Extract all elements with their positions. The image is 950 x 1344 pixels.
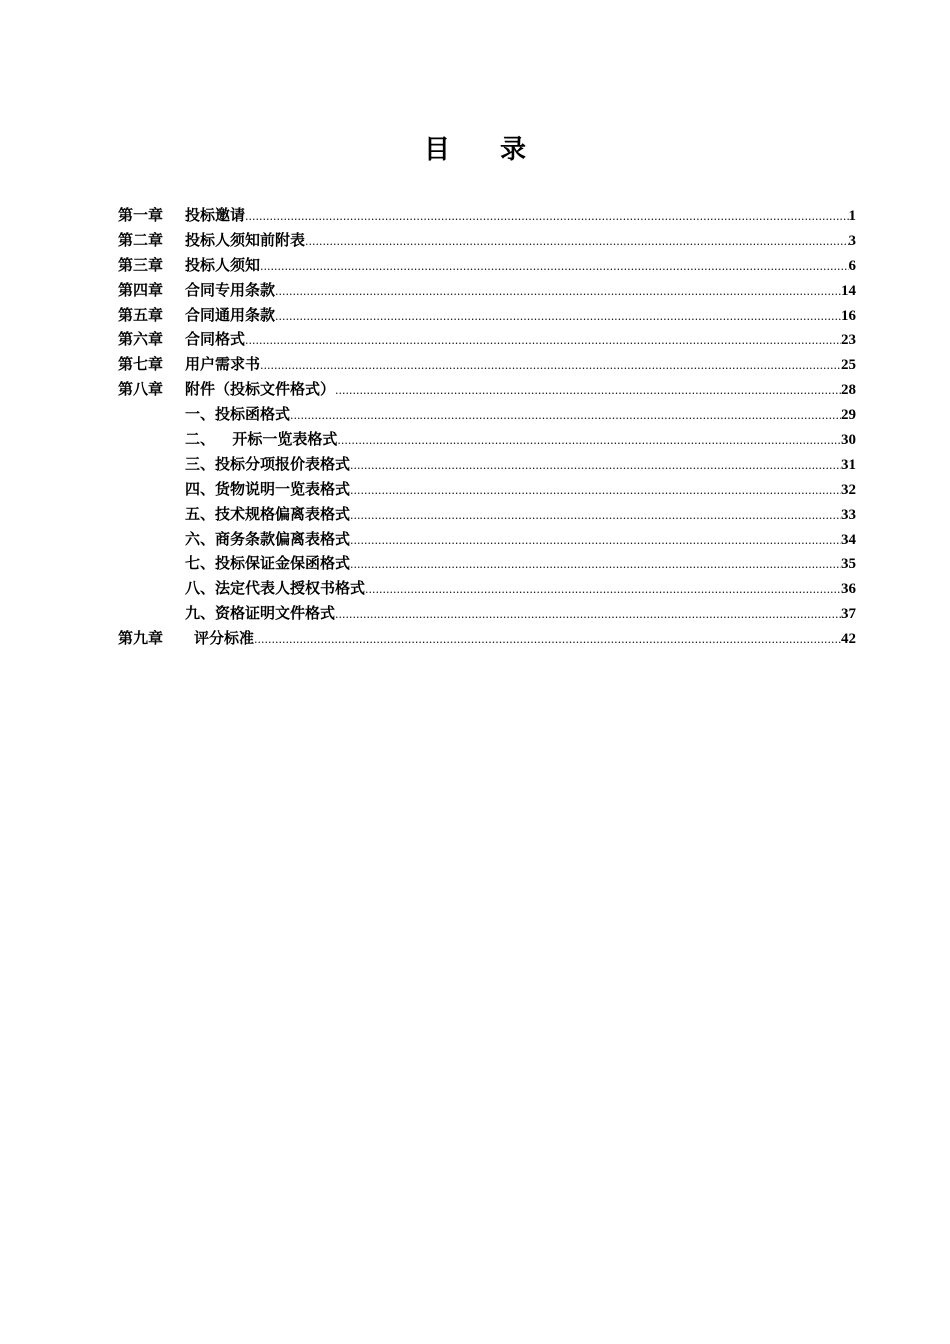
toc-chapter-label: 第六章: [118, 330, 164, 349]
toc-page-number: 36: [841, 581, 856, 598]
toc-dot-leader: [350, 455, 841, 473]
toc-entry-number: 二、: [185, 430, 216, 449]
toc-page-number: 33: [841, 506, 856, 523]
toc-page-number: 16: [841, 307, 856, 324]
toc-dot-leader: [290, 405, 841, 423]
toc-page-number: 37: [841, 606, 856, 623]
toc-entry-chapter-4[interactable]: [118, 279, 856, 304]
toc-entry-chapter-8[interactable]: [118, 378, 856, 403]
toc-entry-title: 一、投标函格式: [185, 405, 291, 424]
toc-dot-leader: [275, 306, 841, 324]
toc-entry-appendix-2[interactable]: [118, 428, 856, 453]
toc-chapter-label: 第一章: [118, 206, 164, 224]
toc-entry-title: 七、投标保证金保函格式: [185, 554, 351, 573]
toc-entry-chapter-1[interactable]: [118, 204, 856, 229]
toc-chapter-label: 第三章: [118, 255, 164, 274]
toc-page-number: 14: [841, 282, 856, 299]
toc-page-number: 30: [841, 432, 856, 449]
toc-page-number: 42: [841, 631, 856, 648]
toc-entry-chapter-3[interactable]: [118, 254, 856, 279]
table-of-contents: [118, 204, 856, 652]
toc-entry-chapter-6[interactable]: [118, 328, 856, 353]
toc-title-char-1: 目: [423, 135, 450, 165]
toc-page-number: 34: [841, 531, 856, 548]
toc-entry-appendix-4[interactable]: [118, 478, 856, 503]
toc-dot-leader: [245, 206, 848, 224]
toc-chapter-label: 第五章: [118, 305, 164, 324]
toc-dot-leader: [260, 256, 848, 274]
toc-dot-leader: [337, 430, 841, 448]
toc-chapter-label: 第二章: [118, 230, 164, 249]
toc-entry-title: 八、法定代表人授权书格式: [185, 579, 366, 598]
toc-page-number: 23: [841, 332, 856, 349]
toc-dot-leader: [350, 480, 841, 498]
toc-entry-title: 用户需求书: [185, 355, 261, 374]
toc-dot-leader: [350, 505, 841, 523]
toc-entry-title: 合同格式: [185, 330, 246, 349]
toc-entry-title: 九、资格证明文件格式: [185, 604, 336, 623]
toc-page-number: 31: [841, 456, 856, 473]
toc-page-number: 25: [841, 357, 856, 374]
toc-entry-appendix-8[interactable]: [118, 577, 856, 602]
toc-entry-title: 评分标准: [194, 629, 255, 648]
toc-title: [0, 132, 950, 168]
toc-dot-leader: [335, 380, 841, 398]
toc-entry-title: 合同通用条款: [185, 305, 276, 324]
toc-page-number: 35: [841, 556, 856, 573]
toc-entry-appendix-6[interactable]: [118, 528, 856, 553]
toc-entry-appendix-7[interactable]: [118, 552, 856, 577]
toc-entry-title: 投标邀请: [185, 206, 246, 224]
toc-entry-title: 六、商务条款偏离表格式: [185, 529, 351, 548]
toc-entry-title: 合同专用条款: [185, 280, 276, 299]
toc-page-number: 32: [841, 481, 856, 498]
toc-dot-leader: [350, 554, 841, 572]
toc-dot-leader: [254, 629, 841, 647]
toc-dot-leader: [260, 355, 841, 373]
toc-page-number: 3: [848, 232, 856, 249]
toc-page-number: 28: [841, 382, 856, 399]
toc-entry-appendix-3[interactable]: [118, 453, 856, 478]
toc-dot-leader: [335, 604, 841, 622]
toc-page-number: 29: [841, 407, 856, 424]
toc-entry-title: 投标人须知: [185, 255, 261, 274]
toc-entry-chapter-2[interactable]: [118, 229, 856, 254]
toc-page-number: 6: [848, 257, 856, 274]
toc-entry-chapter-9[interactable]: [118, 627, 856, 652]
toc-dot-leader: [365, 579, 841, 597]
toc-entry-title: 四、货物说明一览表格式: [185, 479, 351, 498]
toc-entry-title: 开标一览表格式: [232, 430, 338, 449]
toc-chapter-label: 第九章: [118, 629, 164, 648]
toc-dot-leader: [245, 330, 841, 348]
toc-entry-title: 附件（投标文件格式）: [185, 380, 336, 399]
toc-dot-leader: [350, 530, 841, 548]
toc-entry-title: 五、技术规格偏离表格式: [185, 504, 351, 523]
toc-entry-appendix-9[interactable]: [118, 602, 856, 627]
toc-entry-chapter-7[interactable]: [118, 353, 856, 378]
toc-dot-leader: [275, 281, 841, 299]
toc-entry-appendix-5[interactable]: [118, 503, 856, 528]
toc-entry-title: 投标人须知前附表: [185, 230, 306, 249]
toc-entry-chapter-5[interactable]: [118, 304, 856, 329]
toc-dot-leader: [305, 231, 848, 249]
toc-chapter-label: 第四章: [118, 280, 164, 299]
toc-title-char-2: 录: [500, 135, 527, 165]
toc-chapter-label: 第八章: [118, 380, 164, 399]
toc-entry-title: 三、投标分项报价表格式: [185, 454, 351, 473]
toc-entry-appendix-1[interactable]: [118, 403, 856, 428]
toc-chapter-label: 第七章: [118, 355, 164, 374]
toc-page-number: 1: [848, 208, 856, 224]
